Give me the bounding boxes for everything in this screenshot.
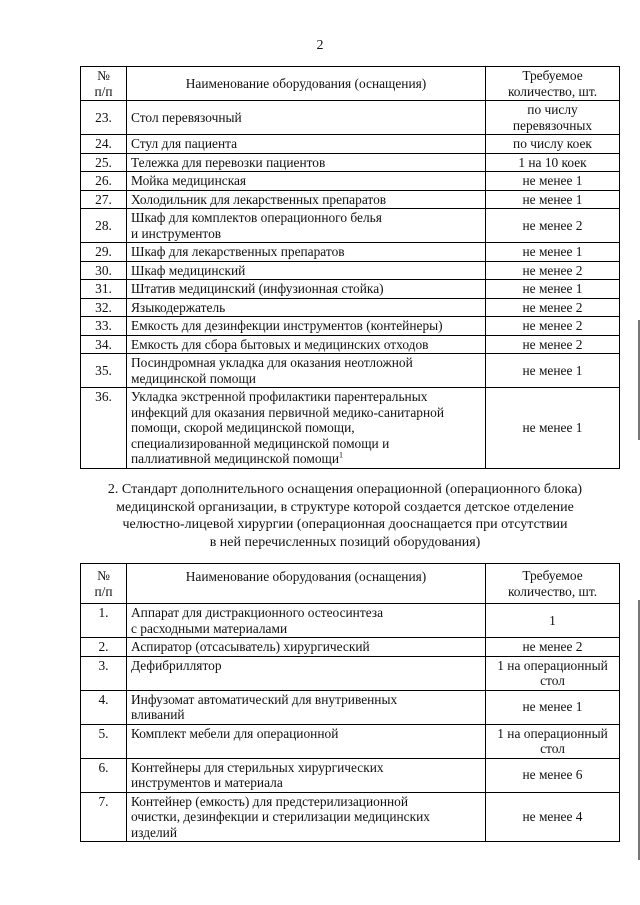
equipment-name-text: Стол перевязочный: [131, 109, 242, 125]
equipment-name: [127, 335, 486, 354]
equipment-table-2: [80, 563, 620, 842]
equipment-name: [127, 153, 486, 172]
row-number: 2.: [81, 638, 127, 657]
required-quantity: не менее 1: [486, 690, 620, 724]
page-number: 2: [316, 38, 324, 53]
equipment-name: [127, 317, 486, 336]
equipment-name-text: Контейнер (емкость) для предстерилизационной очистки, дезинфекции и стерилизации медицинских изделий: [131, 793, 430, 840]
row-number: 33.: [81, 317, 127, 336]
required-quantity: 1: [486, 604, 620, 638]
required-quantity: не менее 4: [486, 792, 620, 842]
table-row: [81, 153, 620, 172]
required-quantity: не менее 1: [486, 243, 620, 262]
table-2-body: [81, 604, 620, 842]
row-number: 3.: [81, 656, 127, 690]
required-quantity: по числу коек: [486, 135, 620, 154]
table-row: [81, 690, 620, 724]
required-quantity: не менее 1: [486, 190, 620, 209]
required-quantity: 1 на 10 коек: [486, 153, 620, 172]
required-quantity: не менее 1: [486, 172, 620, 191]
equipment-name-text: Тележка для перевозки пациентов: [131, 154, 326, 170]
table-row: [81, 298, 620, 317]
table-row: [81, 604, 620, 638]
required-quantity: не менее 2: [486, 638, 620, 657]
table-row: [81, 243, 620, 262]
equipment-name-text: Шкаф медицинский: [131, 262, 246, 278]
required-quantity: 1 на операционный стол: [486, 656, 620, 690]
required-quantity: не менее 1: [486, 388, 620, 469]
row-number: 25.: [81, 153, 127, 172]
row-number: 30.: [81, 261, 127, 280]
equipment-name: [127, 388, 486, 469]
table-row: [81, 638, 620, 657]
required-quantity: 1 на операционный стол: [486, 724, 620, 758]
table-row: [81, 172, 620, 191]
table-row: [81, 135, 620, 154]
table-row: [81, 758, 620, 792]
row-number: 26.: [81, 172, 127, 191]
equipment-name: [127, 604, 486, 638]
equipment-name-text: Посиндромная укладка для оказания неотложной медицинской помощи: [131, 355, 413, 386]
required-quantity: не менее 1: [486, 354, 620, 388]
equipment-name: [127, 209, 486, 243]
table-row: [81, 261, 620, 280]
table-row: [81, 724, 620, 758]
equipment-name: [127, 724, 486, 758]
row-number: 27.: [81, 190, 127, 209]
table-row: [81, 354, 620, 388]
equipment-name-text: Шкаф для комплектов операционного белья и инструментов: [131, 210, 382, 241]
row-number: 28.: [81, 209, 127, 243]
equipment-name-text: Холодильник для лекарственных препаратов: [131, 191, 387, 207]
required-quantity: не менее 2: [486, 335, 620, 354]
equipment-name-text: Контейнеры для стерильных хирургических инструментов и материала: [131, 759, 384, 790]
table-row: [81, 101, 620, 135]
row-number: 36.: [81, 388, 127, 469]
equipment-name: [127, 172, 486, 191]
equipment-name-text: Комплект мебели для операционной: [131, 725, 339, 741]
equipment-name-text: Мойка медицинская: [131, 173, 247, 188]
equipment-name-text: Аппарат для дистракционного остеосинтеза с расходными материалами: [131, 605, 384, 636]
row-number: 24.: [81, 135, 127, 154]
equipment-name: [127, 243, 486, 262]
required-quantity: не менее 2: [486, 298, 620, 317]
equipment-name-text: Шкаф для лекарственных препаратов: [131, 244, 345, 259]
table-row: [81, 190, 620, 209]
table-row: [81, 335, 620, 354]
required-quantity: не менее 2: [486, 317, 620, 336]
header-quantity: Требуемое количество, шт.: [486, 564, 620, 604]
table-row: [81, 280, 620, 299]
row-number: 23.: [81, 101, 127, 135]
equipment-table-1: [80, 66, 620, 469]
table-header-row: [81, 564, 620, 604]
table-row: [81, 209, 620, 243]
equipment-name: [127, 101, 486, 135]
table-row: [81, 656, 620, 690]
row-number: 32.: [81, 298, 127, 317]
required-quantity: не менее 2: [486, 261, 620, 280]
equipment-name-text: Аспиратор (отсасыватель) хирургический: [131, 639, 370, 654]
header-quantity: Требуемое количество, шт.: [486, 67, 620, 101]
table-row: [81, 388, 620, 469]
equipment-name-text: Емкость для дезинфекции инструментов (контейнеры): [131, 318, 443, 333]
table-1-body: [81, 101, 620, 469]
equipment-name: [127, 298, 486, 317]
equipment-name: [127, 280, 486, 299]
header-name: Наименование оборудования (оснащения): [127, 67, 486, 101]
equipment-name: [127, 792, 486, 842]
required-quantity: не менее 2: [486, 209, 620, 243]
table-row: [81, 792, 620, 842]
required-quantity: не менее 1: [486, 280, 620, 299]
row-number: 35.: [81, 354, 127, 388]
equipment-name-text: Емкость для сбора бытовых и медицинских отходов: [131, 336, 429, 352]
equipment-name-text: Штатив медицинский (инфузионная стойка): [131, 281, 384, 296]
row-number: 7.: [81, 792, 127, 842]
equipment-name-text: Стул для пациента: [131, 136, 238, 151]
header-number: № п/п: [81, 564, 127, 604]
equipment-name-text: Дефибриллятор: [131, 657, 222, 673]
row-number: 5.: [81, 724, 127, 758]
header-number: № п/п: [81, 67, 127, 101]
equipment-name-text: Инфузомат автоматический для внутривенных вливаний: [131, 691, 398, 722]
equipment-name: [127, 758, 486, 792]
required-quantity: по числу перевязочных: [486, 101, 620, 135]
row-number: 1.: [81, 604, 127, 638]
required-quantity: не менее 6: [486, 758, 620, 792]
footnote-marker: 1: [339, 450, 344, 460]
row-number: 6.: [81, 758, 127, 792]
table-header-row: [81, 67, 620, 101]
header-name: Наименование оборудования (оснащения): [127, 564, 486, 604]
table-row: [81, 317, 620, 336]
row-number: 29.: [81, 243, 127, 262]
row-number: 4.: [81, 690, 127, 724]
equipment-name: [127, 638, 486, 657]
equipment-name-text: Укладка экстренной профилактики парентеральных инфекций для оказания первичной медико-санитарной помощи, скорой медицинской помощи, специализированной медицинской помощи и паллиативной медицинской помощи: [131, 389, 444, 466]
equipment-name: [127, 190, 486, 209]
equipment-name-text: Языкодержатель: [131, 299, 226, 315]
equipment-name: [127, 354, 486, 388]
equipment-name: [127, 261, 486, 280]
row-number: 31.: [81, 280, 127, 299]
section-2-heading: 2. Стандарт дополнительного оснащения операционной (операционного блока) медицинской организации, в структуре которой создается детское отделение челюстно-лицевой хирургии (операционная дооснащается при отсутствии в ней перечисленных позиций оборудования): [107, 482, 583, 550]
equipment-name: [127, 656, 486, 690]
equipment-name: [127, 135, 486, 154]
equipment-name: [127, 690, 486, 724]
row-number: 34.: [81, 335, 127, 354]
